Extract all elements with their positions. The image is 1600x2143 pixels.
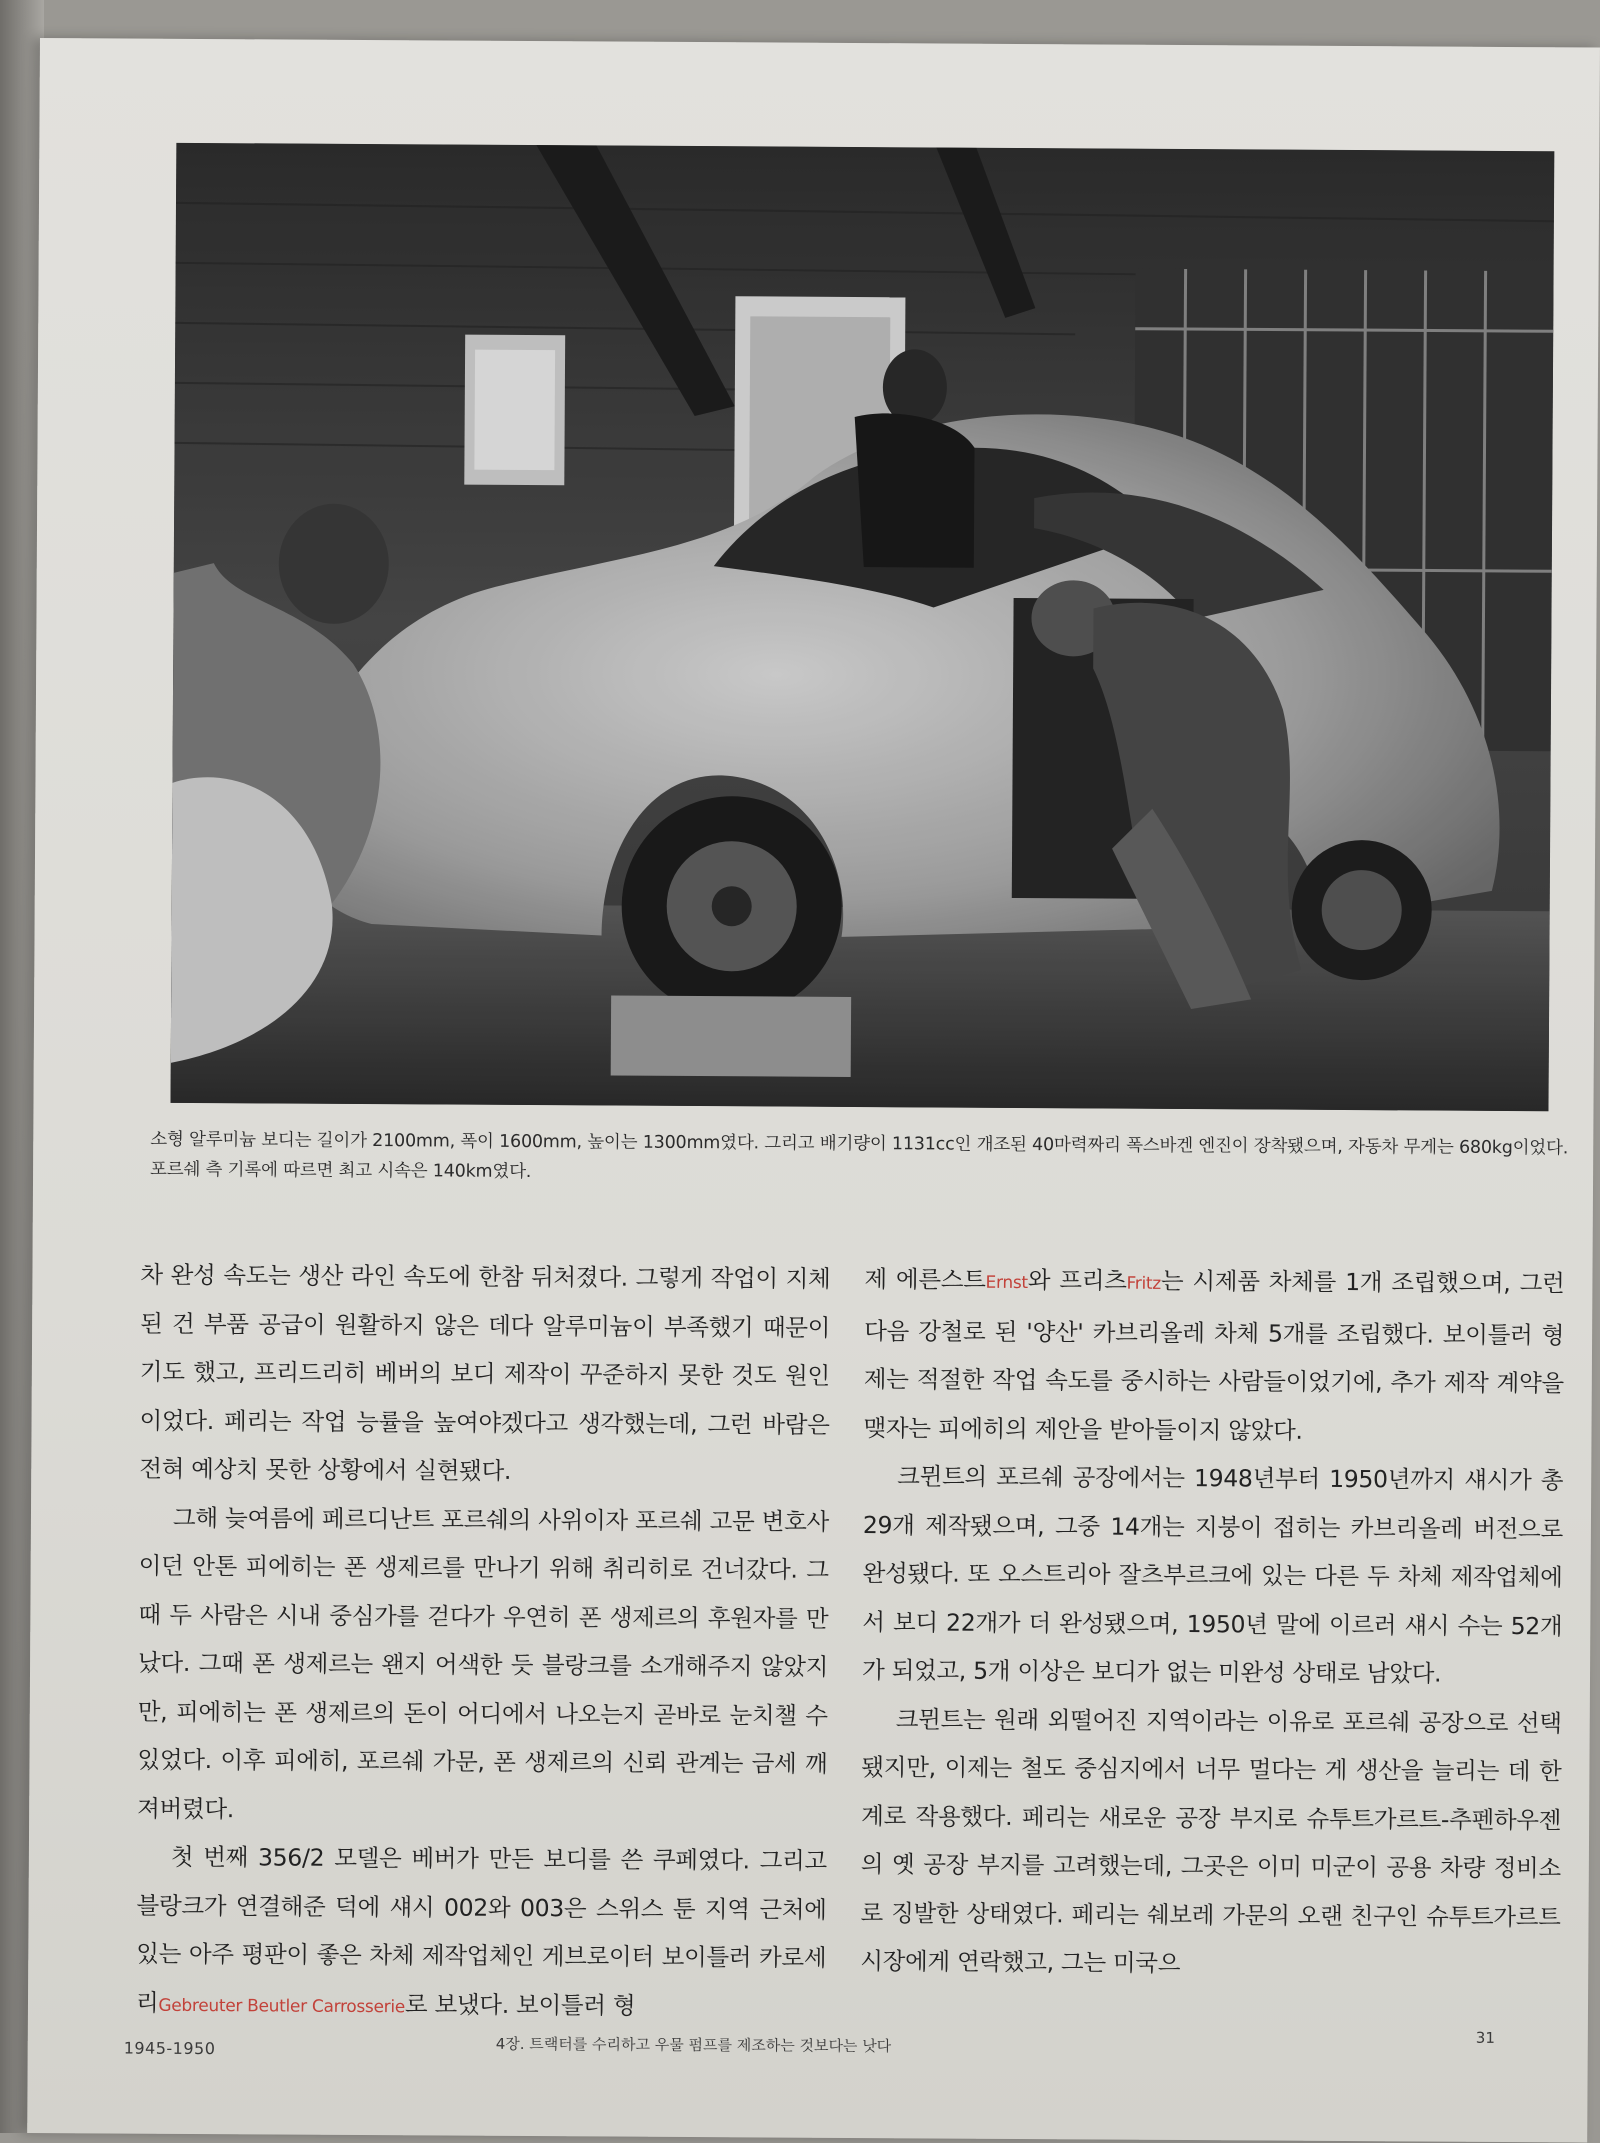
right-p1-part-a: 제 에른스트 <box>864 1265 986 1294</box>
right-paragraph-2: 크뮌트의 포르쉐 공장에서는 1948년부터 1950년까지 섀시가 총 29개 제작됐으며, 그중 14개는 지붕이 접히는 카브리올레 버전으로 완성됐다. 또 오스트리아 잘츠부르크에 있는 다른 두 차체 제작업체에서 보디 22개가 더 완성됐으며, 1950년 말에 이르러 섀시 수는 52개가 되었고, 5개 이상은 보디가 없는 미완성 상태로 남았다. <box>861 1462 1564 1688</box>
highlight-fritz: Fritz <box>1126 1273 1161 1294</box>
footer-chapter-title: 4장. 트랙터를 수리하고 우물 펌프를 제조하는 것보다는 낫다 <box>495 2034 892 2056</box>
right-paragraph-3: 크뮌트는 원래 외떨어진 지역이라는 이유로 포르쉐 공장으로 선택됐지만, 이제는 철도 중심지에서 너무 멀다는 게 생산을 늘리는 데 한계로 작용했다. 페리는 새로운 공장 부지로 슈투트가르트-추펜하우젠의 옛 공장 부지를 고려했는데, 그곳은 이미 미군이 공용 차량 정비소로 징발한 상태였다. 페리는 쉐보레 가문의 오랜 친구인 슈투트가르트 시장에게 연락했고, 그는 미국으 <box>860 1704 1562 1978</box>
page-number: 31 <box>1475 2028 1495 2047</box>
right-column <box>860 1255 1564 1990</box>
left-column <box>136 1251 831 2034</box>
left-paragraph-2: 그해 늦여름에 페르디난트 포르쉐의 사위이자 포르쉐 고문 변호사이던 안톤 피에히는 폰 생제르를 만나기 위해 취리히로 건너갔다. 그때 두 사람은 시내 중심가를 걷다가 우연히 폰 생제르의 후원자를 만났다. 그때 폰 생제르는 왠지 어색한 듯 블랑크를 소개해주지 않았지만, 피에히는 폰 생제르의 돈이 어디에서 나오는지 곧바로 눈치챌 수 있었다. 이후 피에히, 포르쉐 가문, 폰 생제르의 신뢰 관계는 금세 깨져버렸다. <box>137 1503 830 1823</box>
workshop-photo <box>170 143 1554 1111</box>
left-paragraph-3-start: 첫 번째 356/2 모델은 베버가 만든 보디를 쓴 쿠페였다. 그리고 블랑크가 연결해준 덕에 섀시 002와 003은 스위스 툰 지역 근처에 있는 아주 평판이 좋은 차체 제작업체인 게브로이터 보이틀러 카로세리 <box>135 1842 827 2017</box>
left-paragraph-1: 차 완성 속도는 생산 라인 속도에 한참 뒤처졌다. 그렇게 작업이 지체된 건 부품 공급이 원활하지 않은 데다 알루미늄이 부족했기 때문이기도 했고, 프리드리히 베버의 보디 제작이 꾸준하지 못한 것도 원인이었다. 페리는 작업 능률을 높여야겠다고 생각했는데, 그런 바람은 전혀 예상치 못한 상황에서 실현됐다. <box>139 1260 831 1485</box>
left-paragraph-3 <box>136 1833 827 2034</box>
right-p1-part-c: 는 시제품 차체를 1개 조립했으며, 그런 다음 강철로 된 '양산' 카브리올레 차체 5개를 조립했다. 보이틀러 형제는 적절한 작업 속도를 중시하는 사람들이었기에, 추가 제작 계약을 맺자는 피에히의 제안을 받아들이지 않았다. <box>863 1266 1565 1445</box>
vintage-car-photo <box>170 143 1554 1111</box>
highlight-carrosserie: Gebreuter Beutler Carrosserie <box>158 1995 406 2017</box>
right-p1-part-b: 와 프리츠 <box>1027 1266 1127 1295</box>
photo-caption: 소형 알루미늄 보디는 길이가 2100mm, 폭이 1600mm, 높이는 1300mm였다. 그리고 배기량이 1131cc인 개조된 40마력짜리 폭스바겐 엔진이 장착됐으며, 자동차 무게는 680kg이었다. 포르쉐 측 기록에 따르면 최고 시속은 140km였다. <box>150 1129 1569 1183</box>
right-paragraph-1 <box>863 1255 1564 1456</box>
book-page <box>27 38 1600 2142</box>
footer-years: 1945-1950 <box>123 2038 216 2059</box>
highlight-ernst: Ernst <box>985 1272 1028 1294</box>
left-paragraph-3-end: 로 보냈다. 보이틀러 형 <box>404 1989 636 2020</box>
